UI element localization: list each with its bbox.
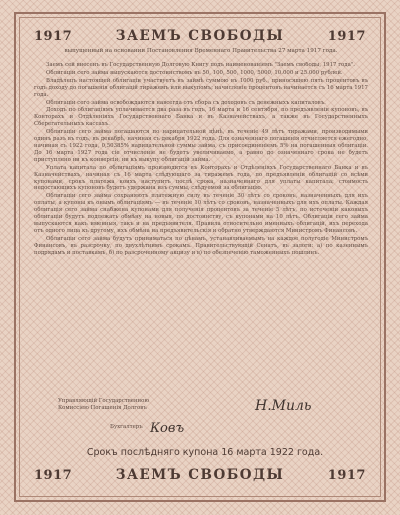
header-row	[34, 28, 366, 44]
signatory-title	[58, 398, 258, 412]
last-coupon-notice: Срокъ послѣдняго купона 16 марта 1922 года.	[86, 447, 324, 458]
header-year-left: 1917	[34, 28, 73, 44]
signature-2: Ковъ	[150, 421, 185, 436]
paragraph: Доходъ по облигаціямъ уплачивается два раза въ годъ, 16 марта и 16 сентября, по предъявленіи купоновъ, въ Конторахъ и Отдѣленіяхъ Государственнаго Банка и въ Казначействахъ, а также въ Государственныхъ Сберегательныхъ кассахъ.	[34, 107, 368, 128]
paragraph: Облигаціи сего займа будутъ приниматься по цѣнамъ, устанавливаемымъ на каждое полугодіе Министромъ Финансовъ, въ разсрочку, по двухлѣтнимъ срокамъ. Правительствующій Сенатъ, въ залоги: а) по казеннымъ подрядамъ и поставкамъ, б) по разсроченному акцизу и в) по обезпеченію таможенныхъ пошлинъ.	[34, 235, 368, 256]
paragraph: Владѣлецъ настоящей облигаціи участвуетъ въ займѣ суммою въ 1000 руб., приносящею пять процентовъ въ годъ доходу до погашенія облигацій тиражемъ или выкупомъ; начисленіе процентовъ начинается съ 16 марта 1917 года.	[34, 77, 368, 98]
signatory-line-1: Управляющій Государственною	[58, 398, 150, 404]
footer-year-left: 1917	[34, 467, 73, 483]
header-lead-text: выпущенный на основании Постановления Временнаго Правительства 27 марта 1917 года.	[64, 48, 338, 54]
accountant-label: Бухгалтеръ	[110, 424, 143, 430]
paragraph: Облигаціи сего займа сохраняютъ платежную силу въ теченіе 30 лѣтъ со сроковъ, назначенныхъ для ихъ оплаты, а купоны къ онымъ облигаціямъ — въ теченіе 10 лѣтъ со сроковъ, назначенныхъ для ихъ оплаты. Каждая облигація сего займа снабжена купонами для полученія процентовъ за теченіе 5 лѣтъ, по истеченіи каковыхъ облигаціи будутъ подлежать обмѣну на новыя, по достоинству, съ купонами на 10 лѣтъ. Облигаціи сего займа выпускаются какъ именныя, такъ и на предъявителя. Правила относительно именныхъ облигацій, ихъ перехода отъ одного лица къ другому, ихъ обмѣна на предъявительскія и обратно утверждаются Министромъ Финансовъ.	[34, 193, 368, 234]
paragraph: Облигаціи сего займа выпускаются достоинствомъ въ 50, 100, 500, 1000, 5000, 10.000 и 25.000 рублей.	[46, 69, 343, 76]
header-title: ЗАЕМЪ СВОБОДЫ	[115, 28, 285, 44]
paragraph: Заемъ сей внесенъ въ Государственную Долговую Книгу подъ наименованіемъ "Заемъ свободы, 1917 года".	[46, 62, 355, 68]
footer-title: ЗАЕМЪ СВОБОДЫ	[115, 467, 285, 483]
header-year-right: 1917	[327, 28, 366, 44]
signatory-line-2: Комиссіею Погашенія Долговъ	[58, 405, 147, 411]
paragraph: Облигаціи сего займа погашаются по нарицательной цѣнѣ, въ теченіе 49 лѣтъ тиражами, производимыми одинъ разъ въ годъ, въ декабрѣ, начиная съ декабря 1922 года. Для означеннаго погашенія отчисляется ежегодно, начиная съ 1922 года, 0,50385% нарицательной суммы займа, съ присоединеніемъ 5% на погашенныя облигаціи. До 16 марта 1927 года сіе отчисленіе не будетъ увеличиваемо, а равно до означеннаго срока не будетъ приступлено ни къ конверсіи, ни къ выкупу облигацій займа.	[34, 129, 368, 163]
paragraph: Уплата капитала по облигаціямъ производится въ Конторахъ и Отдѣленіяхъ Государственнаго Банка и въ Казначействахъ, начиная съ 16 марта слѣдующаго за тиражемъ года, по предъявленіи облигацій со всѣми купонами, срокъ платежа коихъ наступитъ послѣ срока, назначеннаго для уплаты капитала; стоимость недостающихъ купоновъ будетъ удержана изъ суммы, слѣдуемой за облигацію.	[34, 164, 368, 192]
signature-1: Н.Миль	[255, 398, 312, 414]
bond-terms-text	[34, 62, 368, 380]
footer-year-right: 1917	[327, 467, 366, 483]
paragraph: Облигаціи сего займа освобождаются навсегда отъ сбора съ доходовъ съ денежныхъ капиталовъ.	[46, 99, 326, 106]
footer-row	[34, 467, 366, 483]
